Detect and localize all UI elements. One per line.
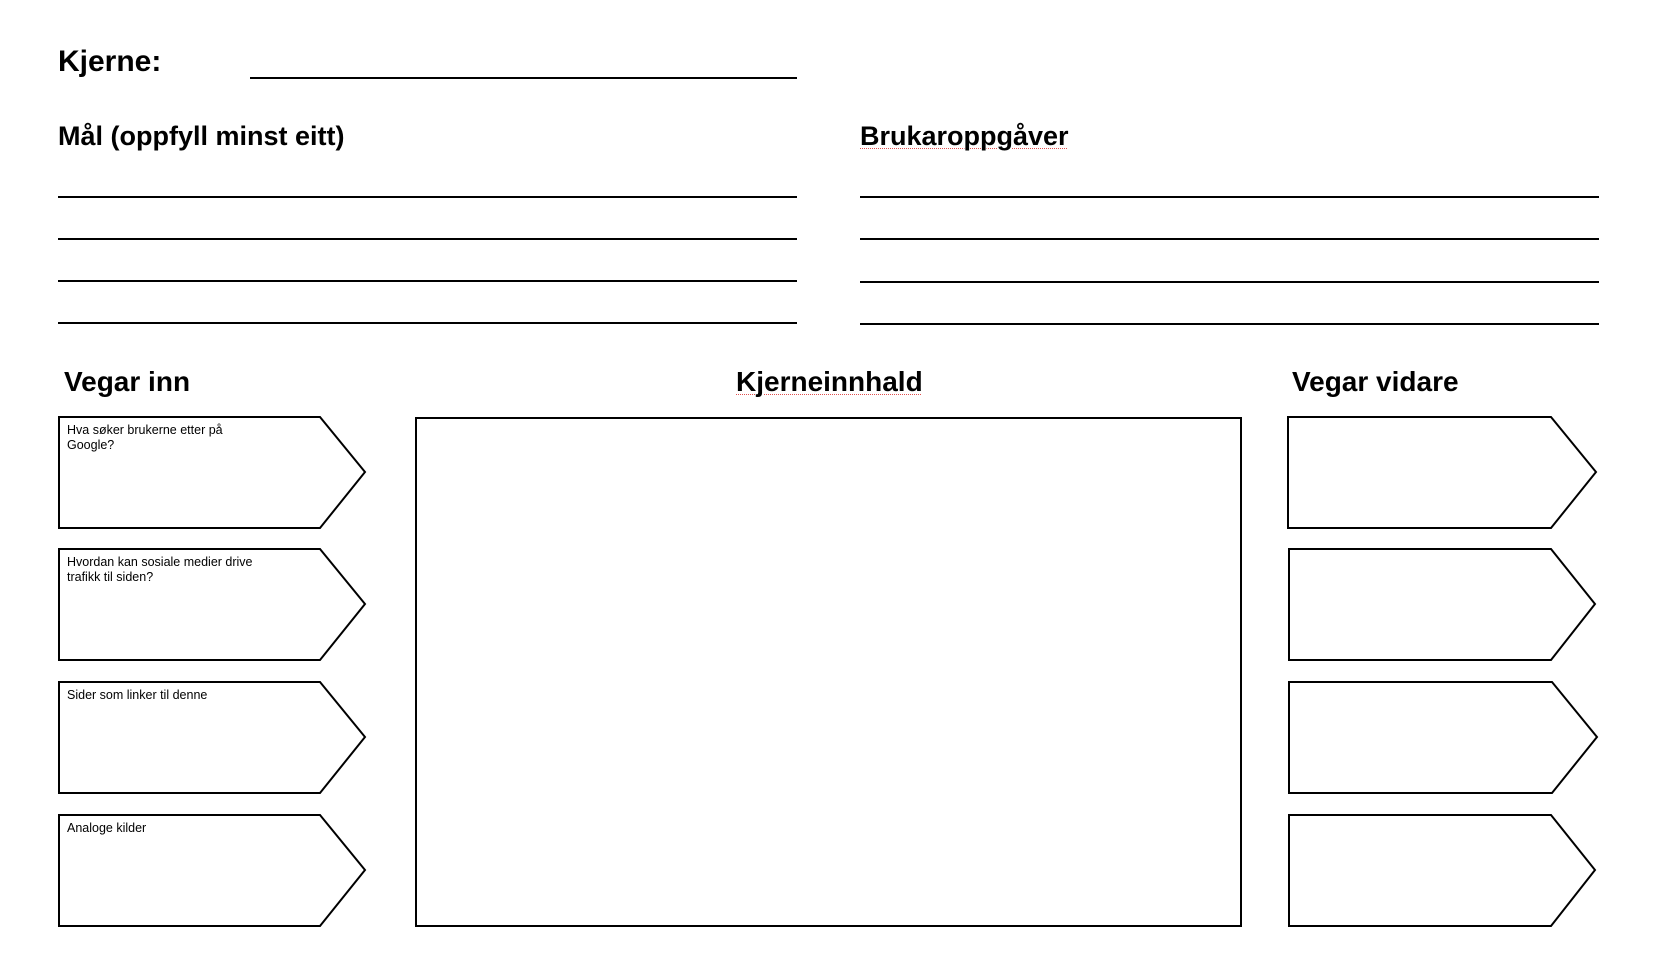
core-input-line[interactable] [250,77,797,79]
ways-in-text-1: Hva søker brukerne etter på Google? [67,423,223,452]
ways-out-arrow-2[interactable] [1288,548,1598,663]
arrow-shape-icon [1287,416,1597,531]
core-content-box[interactable] [415,417,1242,927]
user-tasks-title: Brukaroppgåver [860,121,1069,151]
user-tasks-line-1[interactable] [860,196,1599,198]
ways-in-text-3: Sider som linker til denne [67,688,208,702]
goals-title: Mål (oppfyll minst eitt) [58,121,345,151]
ways-in-text-2: Hvordan kan sosiale medier drive trafikk til siden? [67,555,253,584]
ways-in-arrow-3[interactable] [58,681,368,796]
user-tasks-line-2[interactable] [860,238,1599,240]
goals-line-2[interactable] [58,238,797,240]
ways-in-title: Vegar inn [64,366,191,397]
goals-line-1[interactable] [58,196,797,198]
core-content-title: Kjerneinnhald [736,366,923,397]
ways-in-arrow-2[interactable] [58,548,368,663]
goals-line-4[interactable] [58,322,797,324]
arrow-shape-icon [1288,681,1598,796]
user-tasks-line-4[interactable] [860,323,1599,325]
user-tasks-line-3[interactable] [860,281,1599,283]
core-label: Kjerne: [58,45,162,78]
ways-in-arrow-4[interactable] [58,814,368,929]
ways-out-arrow-3[interactable] [1288,681,1598,796]
ways-out-arrow-4[interactable] [1288,814,1598,929]
ways-in-text-4: Analoge kilder [67,821,147,835]
arrow-shape-icon [1288,548,1598,663]
ways-in-arrow-1[interactable] [58,416,368,531]
arrow-shape-icon [1288,814,1598,929]
goals-line-3[interactable] [58,280,797,282]
ways-out-arrow-1[interactable] [1287,416,1597,531]
ways-out-title: Vegar vidare [1292,366,1459,397]
